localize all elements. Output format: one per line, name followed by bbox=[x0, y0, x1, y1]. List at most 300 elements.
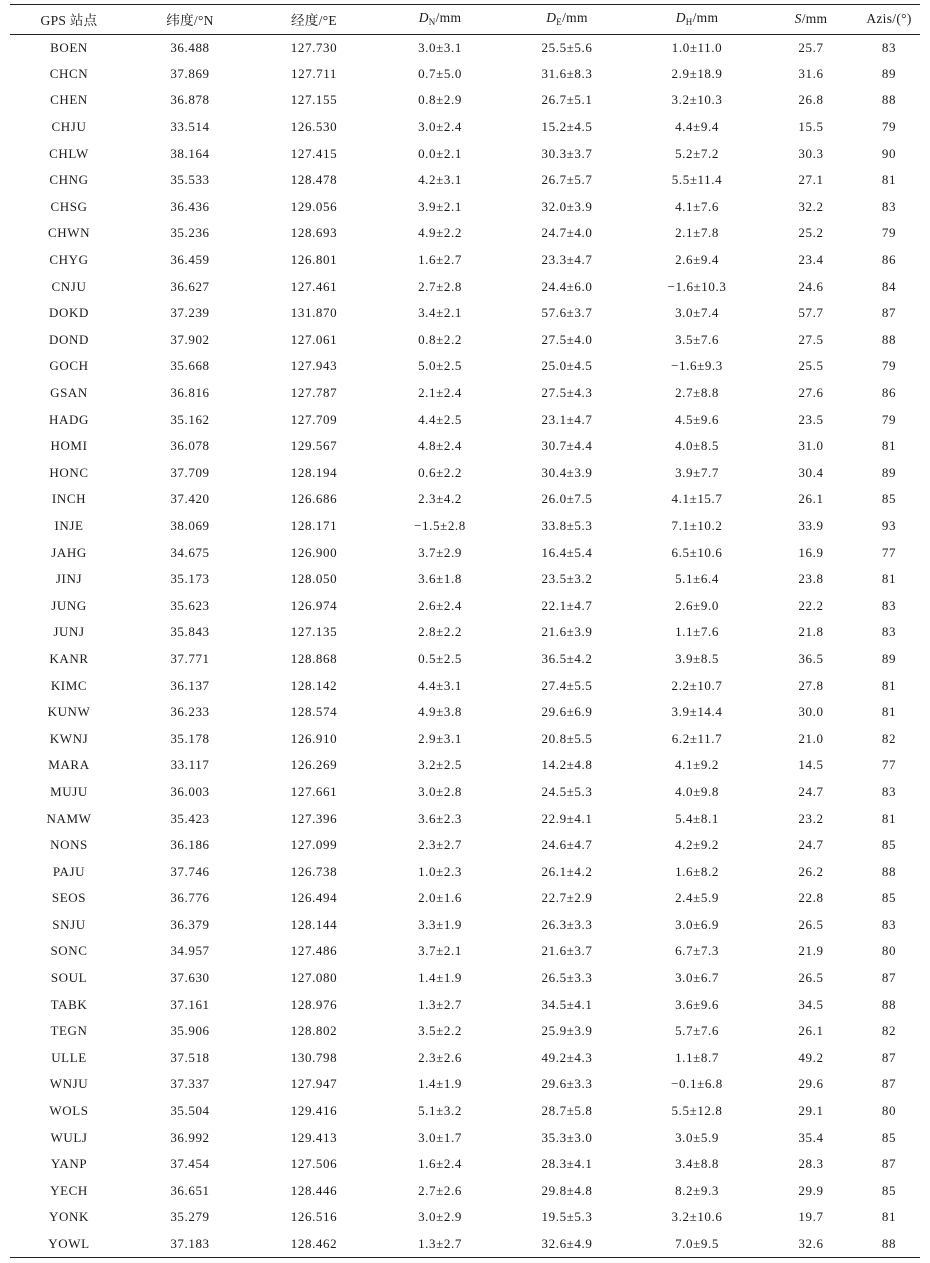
cell-dn: −1.5±2.8 bbox=[414, 517, 466, 533]
header-de-unit: /mm bbox=[562, 10, 588, 26]
cell-latitude: 37.902 bbox=[170, 331, 210, 347]
cell-s: 30.0 bbox=[798, 704, 824, 720]
table-row bbox=[10, 779, 920, 806]
header-de-sub: E bbox=[556, 17, 563, 28]
cell-azis: 81 bbox=[881, 571, 897, 587]
cell-station: WNJU bbox=[49, 1076, 89, 1092]
header-row bbox=[10, 4, 920, 34]
cell-azis: 80 bbox=[881, 1103, 897, 1119]
cell-azis: 83 bbox=[881, 916, 897, 932]
cell-dh: 5.4±8.1 bbox=[675, 810, 719, 826]
cell-de: 26.5±3.3 bbox=[541, 970, 593, 986]
cell-s: 14.5 bbox=[798, 757, 824, 773]
cell-dh: 2.4±5.9 bbox=[675, 890, 719, 906]
table-row bbox=[10, 87, 920, 114]
cell-s: 29.9 bbox=[798, 1182, 824, 1198]
cell-latitude: 36.233 bbox=[170, 704, 210, 720]
cell-dh: 5.7±7.6 bbox=[675, 1023, 719, 1039]
cell-dn: 3.5±2.2 bbox=[418, 1023, 462, 1039]
cell-dn: 4.4±3.1 bbox=[418, 677, 462, 693]
cell-latitude: 37.183 bbox=[128, 1231, 252, 1258]
cell-dh: 8.2±9.3 bbox=[675, 1182, 719, 1198]
cell-station: WULJ bbox=[50, 1129, 88, 1145]
cell-s: 21.0 bbox=[798, 730, 824, 746]
cell-latitude: 35.423 bbox=[170, 810, 210, 826]
cell-dh: 3.0±7.4 bbox=[675, 305, 719, 321]
cell-s: 21.8 bbox=[798, 624, 824, 640]
cell-latitude: 35.906 bbox=[170, 1023, 210, 1039]
cell-de: 28.7±5.8 bbox=[541, 1103, 593, 1119]
cell-longitude: 126.801 bbox=[290, 252, 338, 268]
cell-longitude: 129.413 bbox=[290, 1129, 338, 1145]
cell-dn: 3.6±1.8 bbox=[418, 571, 462, 587]
cell-longitude: 129.416 bbox=[290, 1103, 338, 1119]
cell-station: GOCH bbox=[49, 358, 89, 374]
cell-azis: 86 bbox=[881, 252, 897, 268]
cell-dh: 3.6±9.6 bbox=[675, 996, 719, 1012]
cell-s: 26.8 bbox=[798, 92, 824, 108]
cell-station: GSAN bbox=[50, 385, 88, 401]
cell-latitude: 37.709 bbox=[170, 464, 210, 480]
cell-station: CNJU bbox=[51, 278, 87, 294]
cell-latitude: 38.069 bbox=[170, 517, 210, 533]
table-row bbox=[10, 672, 920, 699]
cell-station: JUNJ bbox=[53, 624, 85, 640]
cell-azis: 87 bbox=[881, 1049, 897, 1065]
cell-longitude: 127.396 bbox=[290, 810, 338, 826]
cell-latitude: 37.869 bbox=[170, 65, 210, 81]
cell-latitude: 36.816 bbox=[170, 385, 210, 401]
cell-s: 34.5 bbox=[798, 996, 824, 1012]
cell-station: NONS bbox=[50, 837, 88, 853]
cell-station: BOEN bbox=[50, 39, 88, 55]
cell-dh: 4.1±15.7 bbox=[671, 491, 723, 507]
cell-de: 24.6±4.7 bbox=[541, 837, 593, 853]
cell-s: 21.9 bbox=[798, 943, 824, 959]
cell-dh: −1.6±9.3 bbox=[671, 358, 723, 374]
cell-station: HADG bbox=[49, 411, 89, 427]
cell-dh: 3.0±5.9 bbox=[675, 1129, 719, 1145]
header-de bbox=[504, 4, 630, 34]
cell-azis: 80 bbox=[881, 943, 897, 959]
cell-azis: 83 bbox=[881, 624, 897, 640]
header-s-unit: /mm bbox=[801, 10, 828, 26]
cell-dn: 4.2±3.1 bbox=[418, 172, 462, 188]
cell-azis: 89 bbox=[881, 650, 897, 666]
cell-de: 23.1±4.7 bbox=[541, 411, 593, 427]
cell-de: 30.7±4.4 bbox=[541, 438, 593, 454]
cell-de: 24.5±5.3 bbox=[541, 783, 593, 799]
cell-longitude: 127.415 bbox=[290, 145, 338, 161]
cell-azis: 79 bbox=[881, 225, 897, 241]
table-row bbox=[10, 805, 920, 832]
cell-dn: 2.7±2.8 bbox=[418, 278, 462, 294]
cell-azis: 79 bbox=[881, 411, 897, 427]
cell-dh: −1.6±10.3 bbox=[667, 278, 727, 294]
cell-station: CHYG bbox=[49, 252, 89, 268]
cell-dn: 3.6±2.3 bbox=[418, 810, 462, 826]
cell-de: 30.3±3.7 bbox=[541, 145, 593, 161]
cell-station: JAHG bbox=[51, 544, 87, 560]
cell-dh: 3.2±10.3 bbox=[671, 92, 723, 108]
cell-latitude: 36.878 bbox=[170, 92, 210, 108]
cell-de: 31.6±8.3 bbox=[541, 65, 593, 81]
cell-station: INJE bbox=[54, 517, 84, 533]
cell-s: 26.5 bbox=[798, 970, 824, 986]
cell-de: 14.2±4.8 bbox=[541, 757, 593, 773]
cell-longitude: 128.802 bbox=[290, 1023, 338, 1039]
cell-azis: 88 bbox=[881, 863, 897, 879]
table-row bbox=[10, 752, 920, 779]
cell-azis: 81 bbox=[881, 677, 897, 693]
cell-station: JINJ bbox=[55, 571, 83, 587]
cell-de: 27.5±4.3 bbox=[541, 385, 593, 401]
cell-azis: 83 bbox=[881, 783, 897, 799]
cell-s: 23.8 bbox=[798, 571, 824, 587]
cell-dn: 2.6±2.4 bbox=[418, 597, 462, 613]
cell-station: KWNJ bbox=[49, 730, 89, 746]
header-dn-symbol: D bbox=[418, 10, 429, 26]
cell-s: 27.5 bbox=[798, 331, 824, 347]
cell-dh: 2.7±8.8 bbox=[675, 385, 719, 401]
table-row bbox=[10, 965, 920, 992]
cell-dh: 1.0±11.0 bbox=[671, 39, 723, 55]
cell-longitude: 128.478 bbox=[290, 172, 338, 188]
cell-station: SEOS bbox=[51, 890, 87, 906]
cell-azis: 87 bbox=[881, 305, 897, 321]
table-row bbox=[10, 938, 920, 965]
table-row bbox=[10, 1151, 920, 1178]
table-row bbox=[10, 167, 920, 194]
cell-station: INCH bbox=[51, 491, 87, 507]
table-row bbox=[10, 353, 920, 380]
table-row bbox=[10, 273, 920, 300]
cell-de: 32.6±4.9 bbox=[504, 1231, 630, 1258]
cell-longitude: 126.900 bbox=[290, 544, 338, 560]
table-row bbox=[10, 247, 920, 274]
gps-station-table bbox=[10, 4, 920, 1258]
cell-latitude: 37.746 bbox=[170, 863, 210, 879]
cell-longitude: 127.080 bbox=[290, 970, 338, 986]
cell-longitude: 129.056 bbox=[290, 198, 338, 214]
cell-azis: 90 bbox=[881, 145, 897, 161]
cell-dn: 2.3±4.2 bbox=[418, 491, 462, 507]
cell-dh: 4.5±9.6 bbox=[675, 411, 719, 427]
cell-longitude: 126.974 bbox=[290, 597, 338, 613]
table-row bbox=[10, 832, 920, 859]
table-row bbox=[10, 592, 920, 619]
cell-dn: 3.0±2.9 bbox=[418, 1209, 462, 1225]
cell-de: 57.6±3.7 bbox=[541, 305, 593, 321]
cell-azis: 83 bbox=[881, 597, 897, 613]
cell-de: 24.7±4.0 bbox=[541, 225, 593, 241]
cell-dh: 4.4±9.4 bbox=[675, 119, 719, 135]
cell-station: YECH bbox=[50, 1182, 88, 1198]
table-row bbox=[10, 1098, 920, 1125]
cell-latitude: 37.771 bbox=[170, 650, 210, 666]
cell-station: CHCN bbox=[49, 65, 89, 81]
cell-longitude: 128.462 bbox=[252, 1231, 376, 1258]
cell-dh: 1.6±8.2 bbox=[675, 863, 719, 879]
cell-latitude: 36.078 bbox=[170, 438, 210, 454]
header-latitude: 纬度/°N bbox=[128, 4, 252, 34]
cell-station: KANR bbox=[49, 650, 89, 666]
header-dn-unit: /mm bbox=[435, 10, 462, 26]
cell-latitude: 37.518 bbox=[170, 1049, 210, 1065]
cell-longitude: 126.269 bbox=[290, 757, 338, 773]
cell-dh: 6.2±11.7 bbox=[671, 730, 723, 746]
cell-azis: 88 bbox=[881, 996, 897, 1012]
cell-de: 15.2±4.5 bbox=[541, 119, 593, 135]
cell-azis: 89 bbox=[881, 65, 897, 81]
cell-latitude: 35.504 bbox=[170, 1103, 210, 1119]
cell-longitude: 127.486 bbox=[290, 943, 338, 959]
table-body bbox=[10, 34, 920, 1257]
cell-station: DOKD bbox=[49, 305, 89, 321]
cell-azis: 87 bbox=[881, 1076, 897, 1092]
cell-dn: 0.5±2.5 bbox=[418, 650, 462, 666]
cell-latitude: 38.164 bbox=[170, 145, 210, 161]
cell-de: 21.6±3.9 bbox=[541, 624, 593, 640]
table-row bbox=[10, 327, 920, 354]
table-header bbox=[10, 4, 920, 34]
cell-station: CHEN bbox=[50, 92, 88, 108]
cell-dn: 1.3±2.7 bbox=[418, 996, 462, 1012]
cell-latitude: 36.137 bbox=[170, 677, 210, 693]
cell-dn: 3.7±2.1 bbox=[418, 943, 462, 959]
table-row bbox=[10, 460, 920, 487]
cell-s: 26.1 bbox=[798, 1023, 824, 1039]
cell-latitude: 35.162 bbox=[170, 411, 210, 427]
cell-station: HOMI bbox=[50, 438, 88, 454]
cell-longitude: 126.738 bbox=[290, 863, 338, 879]
cell-longitude: 126.516 bbox=[290, 1209, 338, 1225]
cell-s: 35.4 bbox=[798, 1129, 824, 1145]
cell-longitude: 127.155 bbox=[290, 92, 338, 108]
cell-latitude: 37.454 bbox=[170, 1156, 210, 1172]
cell-de: 25.5±5.6 bbox=[541, 39, 593, 55]
cell-dn: 5.0±2.5 bbox=[418, 358, 462, 374]
cell-dh: 5.2±7.2 bbox=[675, 145, 719, 161]
cell-station: WOLS bbox=[49, 1103, 89, 1119]
cell-dh: 4.0±9.8 bbox=[675, 783, 719, 799]
cell-dh: 7.1±10.2 bbox=[671, 517, 723, 533]
cell-longitude: 126.530 bbox=[290, 119, 338, 135]
cell-de: 34.5±4.1 bbox=[541, 996, 593, 1012]
cell-latitude: 36.488 bbox=[170, 39, 210, 55]
cell-longitude: 128.976 bbox=[290, 996, 338, 1012]
cell-de: 19.5±5.3 bbox=[541, 1209, 593, 1225]
cell-dn: 1.0±2.3 bbox=[418, 863, 462, 879]
cell-azis: 87 bbox=[881, 970, 897, 986]
cell-dn: 1.3±2.7 bbox=[376, 1231, 504, 1258]
table-row bbox=[10, 380, 920, 407]
cell-dh: 3.4±8.8 bbox=[675, 1156, 719, 1172]
cell-s: 24.7 bbox=[798, 783, 824, 799]
cell-station: YOWL bbox=[10, 1231, 128, 1258]
cell-s: 25.7 bbox=[798, 39, 824, 55]
cell-latitude: 37.630 bbox=[170, 970, 210, 986]
cell-latitude: 33.514 bbox=[170, 119, 210, 135]
cell-azis: 86 bbox=[881, 385, 897, 401]
cell-latitude: 36.186 bbox=[170, 837, 210, 853]
cell-s: 25.5 bbox=[798, 358, 824, 374]
cell-dh: 4.1±7.6 bbox=[675, 198, 719, 214]
cell-s: 29.6 bbox=[798, 1076, 824, 1092]
cell-de: 32.0±3.9 bbox=[541, 198, 593, 214]
cell-latitude: 36.436 bbox=[170, 198, 210, 214]
cell-azis: 88 bbox=[881, 92, 897, 108]
cell-dn: 5.1±3.2 bbox=[418, 1103, 462, 1119]
cell-azis: 85 bbox=[881, 1182, 897, 1198]
cell-dn: 0.8±2.2 bbox=[418, 331, 462, 347]
header-longitude: 经度/°E bbox=[252, 4, 376, 34]
cell-dn: 0.8±2.9 bbox=[418, 92, 462, 108]
cell-azis: 83 bbox=[881, 39, 897, 55]
cell-dn: 3.0±2.8 bbox=[418, 783, 462, 799]
header-s-symbol: S bbox=[794, 10, 802, 26]
cell-station: KIMC bbox=[50, 677, 88, 693]
cell-azis: 93 bbox=[881, 517, 897, 533]
cell-dh: 5.5±12.8 bbox=[671, 1103, 723, 1119]
cell-azis: 85 bbox=[881, 890, 897, 906]
cell-dh: 2.6±9.0 bbox=[675, 597, 719, 613]
cell-longitude: 128.144 bbox=[290, 916, 338, 932]
cell-station: JUNG bbox=[51, 597, 87, 613]
cell-azis: 85 bbox=[881, 491, 897, 507]
cell-dn: 3.2±2.5 bbox=[418, 757, 462, 773]
cell-s: 23.2 bbox=[798, 810, 824, 826]
cell-azis: 81 bbox=[881, 704, 897, 720]
header-dh-symbol: D bbox=[675, 10, 686, 26]
cell-s: 31.6 bbox=[798, 65, 824, 81]
cell-de: 27.4±5.5 bbox=[541, 677, 593, 693]
cell-longitude: 127.135 bbox=[290, 624, 338, 640]
cell-de: 16.4±5.4 bbox=[541, 544, 593, 560]
cell-de: 36.5±4.2 bbox=[541, 650, 593, 666]
cell-longitude: 128.868 bbox=[290, 650, 338, 666]
cell-dh: 3.0±6.7 bbox=[675, 970, 719, 986]
header-dh bbox=[630, 4, 764, 34]
cell-latitude: 37.420 bbox=[170, 491, 210, 507]
cell-latitude: 35.279 bbox=[170, 1209, 210, 1225]
cell-de: 27.5±4.0 bbox=[541, 331, 593, 347]
cell-s: 26.2 bbox=[798, 863, 824, 879]
cell-s: 27.1 bbox=[798, 172, 824, 188]
cell-longitude: 128.171 bbox=[290, 517, 338, 533]
cell-dh: 6.7±7.3 bbox=[675, 943, 719, 959]
cell-azis: 83 bbox=[881, 198, 897, 214]
cell-azis: 87 bbox=[881, 1156, 897, 1172]
table-row bbox=[10, 194, 920, 221]
cell-azis: 82 bbox=[881, 730, 897, 746]
header-dh-unit: /mm bbox=[692, 10, 719, 26]
cell-dn: 2.9±3.1 bbox=[418, 730, 462, 746]
cell-de: 22.1±4.7 bbox=[541, 597, 593, 613]
cell-s: 36.5 bbox=[798, 650, 824, 666]
cell-latitude: 35.236 bbox=[170, 225, 210, 241]
cell-longitude: 128.194 bbox=[290, 464, 338, 480]
cell-s: 32.2 bbox=[798, 198, 824, 214]
cell-s: 57.7 bbox=[798, 305, 824, 321]
cell-latitude: 36.627 bbox=[170, 278, 210, 294]
table-row bbox=[10, 912, 920, 939]
cell-de: 22.9±4.1 bbox=[541, 810, 593, 826]
table-row bbox=[10, 1178, 920, 1205]
cell-station: YONK bbox=[49, 1209, 89, 1225]
cell-longitude: 127.709 bbox=[290, 411, 338, 427]
table-row bbox=[10, 1045, 920, 1072]
cell-station: DOND bbox=[49, 331, 89, 347]
cell-s: 23.5 bbox=[798, 411, 824, 427]
cell-dn: 3.0±3.1 bbox=[418, 39, 462, 55]
table-row bbox=[10, 1018, 920, 1045]
cell-azis: 81 bbox=[881, 438, 897, 454]
cell-azis: 77 bbox=[881, 757, 897, 773]
cell-dn: 1.4±1.9 bbox=[418, 970, 462, 986]
table-row bbox=[10, 140, 920, 167]
cell-s: 30.4 bbox=[798, 464, 824, 480]
cell-dh: −0.1±6.8 bbox=[671, 1076, 723, 1092]
cell-longitude: 127.730 bbox=[290, 39, 338, 55]
cell-longitude: 128.446 bbox=[290, 1182, 338, 1198]
header-de-symbol: D bbox=[546, 10, 557, 26]
cell-station: ULLE bbox=[51, 1049, 87, 1065]
cell-azis: 81 bbox=[881, 172, 897, 188]
cell-station: MUJU bbox=[50, 783, 88, 799]
cell-de: 49.2±4.3 bbox=[541, 1049, 593, 1065]
table-row bbox=[10, 539, 920, 566]
cell-dn: 2.8±2.2 bbox=[418, 624, 462, 640]
cell-latitude: 35.843 bbox=[170, 624, 210, 640]
cell-de: 26.7±5.7 bbox=[541, 172, 593, 188]
cell-dh: 1.1±7.6 bbox=[675, 624, 719, 640]
cell-s: 27.6 bbox=[798, 385, 824, 401]
cell-station: CHJU bbox=[51, 119, 87, 135]
cell-latitude: 37.239 bbox=[170, 305, 210, 321]
cell-dh: 3.0±6.9 bbox=[675, 916, 719, 932]
cell-azis: 81 bbox=[881, 1209, 897, 1225]
cell-dn: 1.4±1.9 bbox=[418, 1076, 462, 1092]
cell-station: CHNG bbox=[49, 172, 89, 188]
table-row bbox=[10, 61, 920, 88]
cell-latitude: 35.173 bbox=[170, 571, 210, 587]
cell-longitude: 127.506 bbox=[290, 1156, 338, 1172]
cell-s: 29.1 bbox=[798, 1103, 824, 1119]
table-row bbox=[10, 220, 920, 247]
table-row bbox=[10, 858, 920, 885]
cell-dn: 3.9±2.1 bbox=[418, 198, 462, 214]
header-station: GPS 站点 bbox=[10, 4, 128, 34]
header-s bbox=[764, 4, 858, 34]
cell-longitude: 129.567 bbox=[290, 438, 338, 454]
cell-dn: 4.9±2.2 bbox=[418, 225, 462, 241]
cell-de: 25.9±3.9 bbox=[541, 1023, 593, 1039]
table-row bbox=[10, 1204, 920, 1231]
cell-azis: 77 bbox=[881, 544, 897, 560]
cell-station: TEGN bbox=[50, 1023, 88, 1039]
cell-longitude: 127.461 bbox=[290, 278, 338, 294]
cell-s: 26.1 bbox=[798, 491, 824, 507]
cell-dn: 3.7±2.9 bbox=[418, 544, 462, 560]
cell-s: 26.5 bbox=[798, 916, 824, 932]
cell-longitude: 126.494 bbox=[290, 890, 338, 906]
cell-azis: 84 bbox=[881, 278, 897, 294]
cell-dn: 3.4±2.1 bbox=[418, 305, 462, 321]
cell-latitude: 35.178 bbox=[170, 730, 210, 746]
table-row bbox=[10, 885, 920, 912]
cell-dn: 3.0±2.4 bbox=[418, 119, 462, 135]
